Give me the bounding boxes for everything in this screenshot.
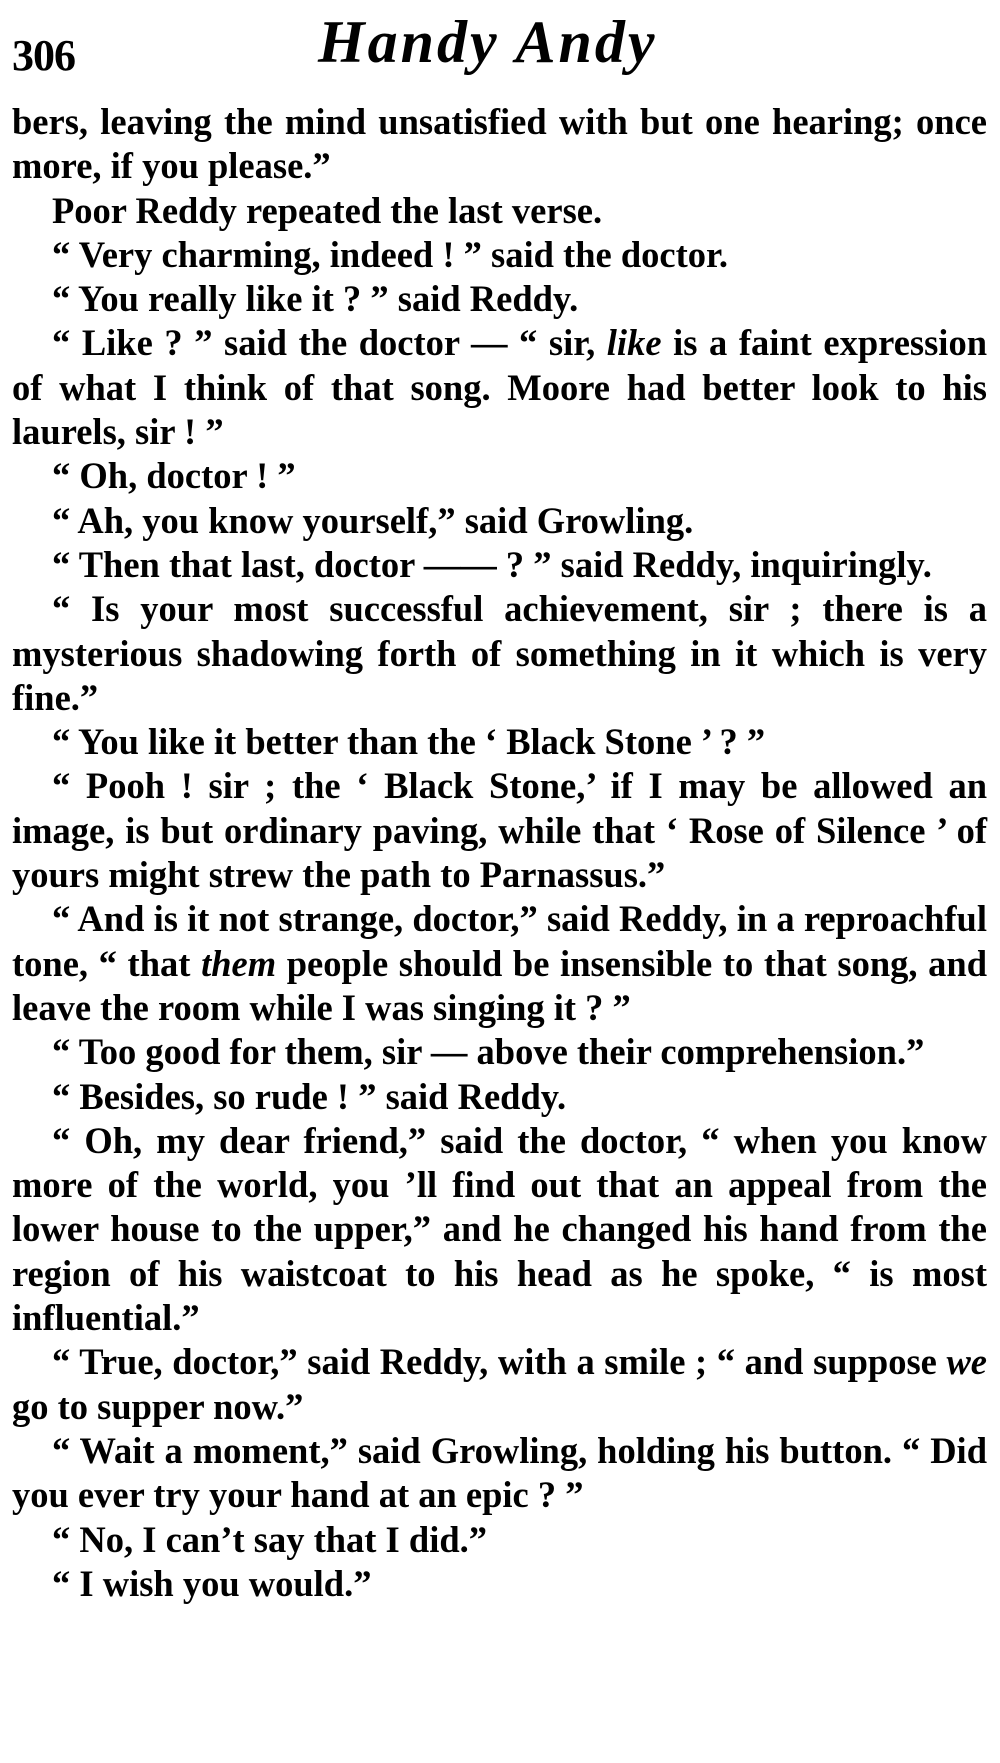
paragraph (12, 1119, 987, 1340)
paragraph (12, 1562, 987, 1606)
page-number: 306 (12, 31, 75, 80)
paragraph (12, 1518, 987, 1562)
text-run: “ Pooh ! sir ; the ‘ Black Stone,’ if I may be allowed an image, is but ordinary paving, while that ‘ Rose of Silence ’ of yours might strew the path to Parnassus.” (12, 765, 987, 896)
text-run: go to supper now.” (12, 1385, 304, 1427)
text-run: “ Besides, so rude ! ” said Reddy. (52, 1075, 567, 1117)
body-text (12, 100, 987, 1606)
text-run: “ Wait a moment,” said Growling, holding his button. “ Did you ever try your hand at an epic ? ” (12, 1429, 987, 1516)
text-run: “ Very charming, indeed ! ” said the doctor. (52, 233, 728, 275)
text-run: bers, leaving the mind unsatisfied with but one hearing; once more, if you please.” (12, 101, 987, 187)
text-run: “ Like ? ” said the doctor — “ sir, (52, 322, 607, 364)
paragraph (12, 897, 987, 1030)
text-run: “ You really like it ? ” said Reddy. (52, 278, 579, 320)
text-run: “ I wish you would.” (52, 1562, 372, 1604)
text-run: Poor Reddy repeated the last verse. (52, 189, 603, 231)
paragraph (12, 189, 987, 233)
paragraph (12, 1030, 987, 1074)
italic-text: them (201, 942, 277, 984)
text-run: “ Too good for them, sir — above their comprehension.” (52, 1031, 925, 1073)
text-run: “ Oh, my dear friend,” said the doctor, “ when you know more of the world, you ’ll find out that an appeal from the lower house to the upper,” and he changed his hand from the region of his waistcoat to his head as he spoke, “ is most influential.” (12, 1119, 987, 1339)
running-title: Handy Andy (318, 9, 658, 75)
paragraph (12, 233, 987, 277)
italic-text: we (946, 1341, 987, 1383)
paragraph (12, 321, 987, 454)
text-run: “ Oh, doctor ! ” (52, 455, 296, 497)
italic-text: like (606, 322, 662, 364)
paragraph (12, 764, 987, 897)
paragraph (12, 454, 987, 498)
paragraph (12, 587, 987, 720)
paragraph (12, 277, 987, 321)
text-run: “ No, I can’t say that I did.” (52, 1518, 488, 1560)
text-run: “ True, doctor,” said Reddy, with a smile ; “ and suppose (52, 1341, 947, 1383)
paragraph (12, 1075, 987, 1119)
paragraph (12, 1429, 987, 1518)
paragraph (12, 499, 987, 543)
paragraph (12, 1340, 987, 1429)
paragraph (12, 100, 987, 189)
text-run: “ Is your most successful achievement, sir ; there is a mysterious shadowing forth of something in it which is very fine.” (12, 588, 987, 718)
text-run: “ Then that last, doctor —— ? ” said Reddy, inquiringly. (52, 543, 932, 585)
paragraph (12, 543, 987, 587)
text-run: is a faint expression of what I think of that song. Moore had better look to his laurels, sir ! ” (12, 322, 987, 453)
text-run: “ And is it not strange, doctor,” said Reddy, in a reproachful tone, “ that (12, 898, 987, 984)
text-run: “ You like it better than the ‘ Black Stone ’ ? ” (52, 721, 766, 763)
text-run: “ Ah, you know yourself,” said Growling. (52, 499, 694, 541)
text-run: people should be insensible to that song, and leave the room while I was singing it ? ” (12, 942, 987, 1028)
paragraph (12, 720, 987, 764)
